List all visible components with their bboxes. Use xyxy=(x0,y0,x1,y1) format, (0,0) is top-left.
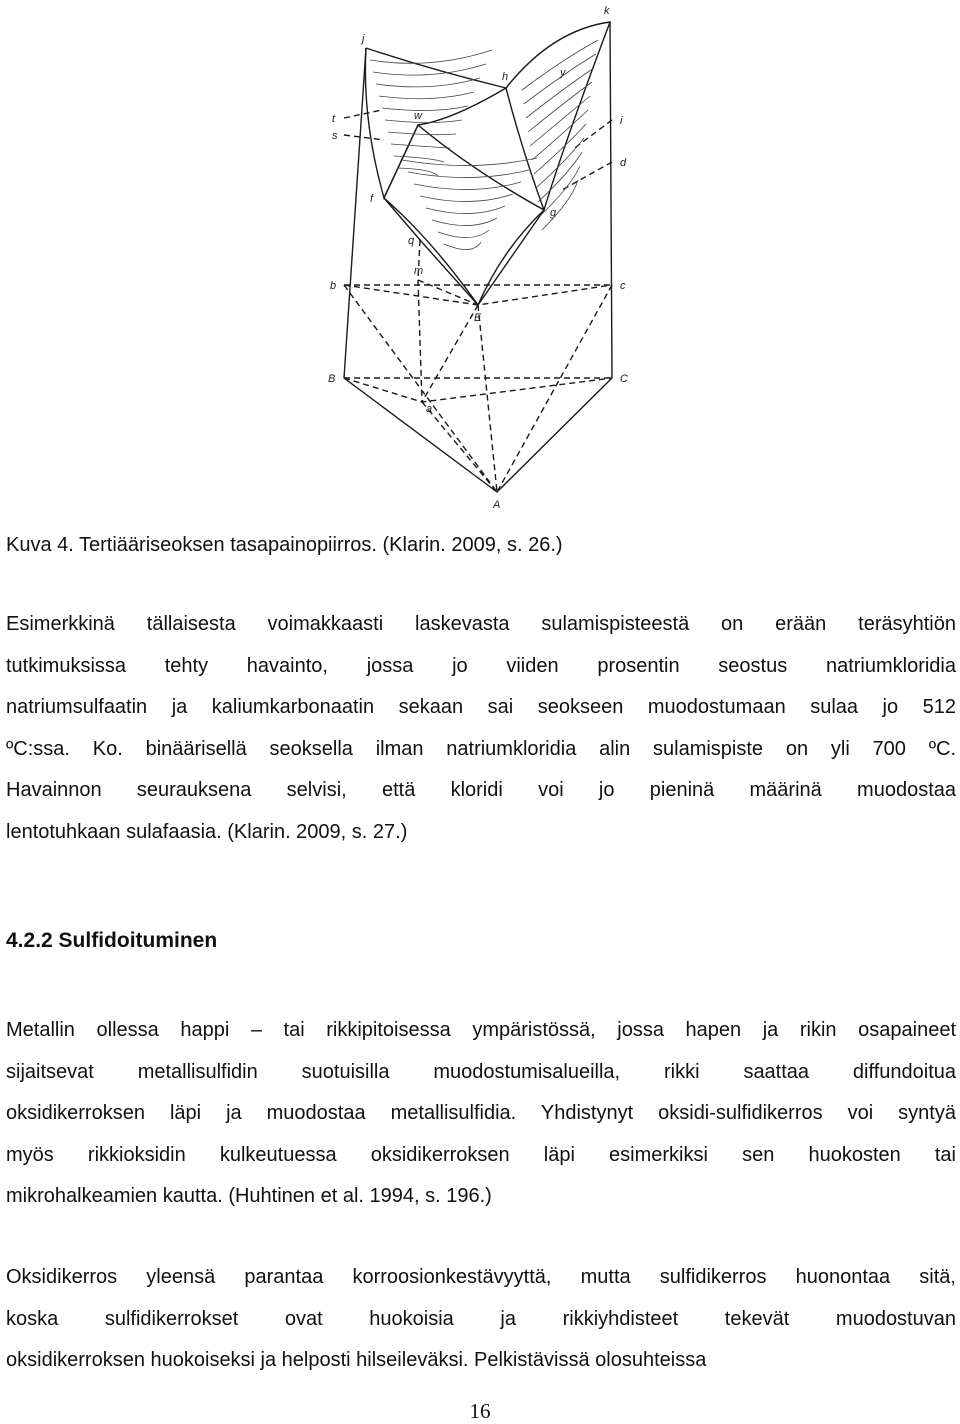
point-label-E: E xyxy=(474,312,482,324)
eutectic-lines xyxy=(344,285,612,305)
isotherm-right xyxy=(522,40,598,90)
base-projection xyxy=(344,378,612,402)
surface-front xyxy=(384,125,544,305)
point-label-k: k xyxy=(604,5,610,17)
isotherm-front xyxy=(432,218,497,226)
point-label-b: b xyxy=(330,280,337,292)
isotherm-left xyxy=(385,120,462,123)
point-label-q: q xyxy=(408,235,415,247)
isotherm-right xyxy=(542,180,578,230)
isotherm-front xyxy=(420,194,513,202)
isotherm-left xyxy=(388,132,456,135)
isotherm-left xyxy=(370,50,492,63)
paragraph-1-line: Havainnon seurauksena selvisi, että kloridi voi jo pieninä määrinä muodostaa xyxy=(6,779,956,801)
isotherm-front xyxy=(438,230,489,238)
edge-k-C xyxy=(610,22,612,378)
edge-j-B xyxy=(344,48,366,378)
paragraph-1-line: tutkimuksissa tehty havainto, jossa jo viiden prosentin seostus natriumkloridia xyxy=(6,654,956,677)
paragraph-1-line: ºC:ssa. Ko. binäärisellä seoksella ilman natriumkloridia alin sulamispiste on yli 700 ºC. xyxy=(6,737,956,760)
paragraph-2-line: sijaitsevat metallisulfidin suotuisilla muodostumisalueilla, rikki saattaa diffundoitua xyxy=(6,1060,956,1083)
ternary-phase-diagram xyxy=(322,0,642,510)
section-heading: 4.2.2 Sulfidoituminen xyxy=(6,929,218,952)
isotherm-left xyxy=(391,144,450,148)
isotherm-left xyxy=(382,106,468,111)
isotherm-right xyxy=(530,96,590,146)
boundary-g-E xyxy=(478,210,544,305)
paragraph-1-line: lentotuhkaan sulafaasia. (Klarin. 2009, s. 27.) xyxy=(6,820,408,843)
boundary-f-E xyxy=(384,198,478,305)
vertical-a-A xyxy=(422,402,497,492)
point-label-m: m xyxy=(414,265,424,277)
point-label-s: s xyxy=(332,130,338,142)
point-label-d: d xyxy=(620,157,627,169)
point-label-i: i xyxy=(620,115,623,127)
isotherm-right xyxy=(534,124,586,174)
point-label-t: t xyxy=(332,113,336,125)
isotherm-right xyxy=(528,82,592,132)
isotherm-right xyxy=(540,166,580,216)
paragraph-3-line: oksidikerroksen huokoiseksi ja helposti hilseileväksi. Pelkistävissä olosuhteissa xyxy=(6,1349,707,1371)
figure-caption: Kuva 4. Tertiääriseoksen tasapainopiirros. (Klarin. 2009, s. 26.) xyxy=(6,534,563,556)
isotherm-left xyxy=(376,78,480,87)
paragraph-1 xyxy=(6,604,956,853)
point-label-C: C xyxy=(620,373,628,385)
point-label-w: w xyxy=(414,110,422,122)
paragraph-3-line: koska sulfidikerrokset ovat huokoisia ja rikkiyhdisteet tekevät muodostuvan xyxy=(6,1307,956,1330)
paragraph-2-line: oksidikerroksen läpi ja muodostaa metallisulfidia. Yhdistynyt oksidi-sulfidikerros voi syntyä xyxy=(6,1102,956,1124)
point-label-c: c xyxy=(620,280,626,292)
point-label-y: y xyxy=(560,67,566,79)
line-E-A xyxy=(478,305,497,492)
isotherm-right xyxy=(532,110,588,160)
isotherm-right xyxy=(524,54,596,104)
paragraph-2-line: mikrohalkeamien kautta. (Huhtinen et al. 1994, s. 196.) xyxy=(6,1185,492,1207)
surface-left xyxy=(365,48,509,198)
point-label-j: j xyxy=(362,33,365,45)
point-label-A: A xyxy=(493,499,501,510)
side-lines-left xyxy=(344,110,384,140)
line-E-a xyxy=(422,305,478,402)
point-label-f: f xyxy=(370,193,374,205)
page-number: 16 xyxy=(469,1399,491,1423)
isotherm-left xyxy=(397,168,438,176)
point-label-h: h xyxy=(502,71,509,83)
paragraph-3 xyxy=(6,1257,956,1382)
point-label-B: B xyxy=(328,373,336,385)
paragraph-2-line: Metallin ollessa happi – tai rikkipitoisessa ympäristössä, jossa hapen ja rikin osapaineet xyxy=(6,1019,956,1041)
point-label-a: a xyxy=(426,403,433,415)
paragraph-1-line: Esimerkkinä tällaisesta voimakkaasti laskevasta sulamispisteestä on erään teräsyhtiön xyxy=(6,613,956,635)
paragraph-1-line: natriumsulfaatin ja kaliumkarbonaatin sekaan sai seokseen muodostumaan sulaa jo 512 xyxy=(6,696,956,718)
isotherm-left xyxy=(379,92,474,99)
isotherm-left xyxy=(373,64,486,75)
paragraph-2-line: myös rikkioksidin kulkeutuessa oksidikerroksen läpi esimerkiksi sen huokosten tai xyxy=(6,1143,956,1166)
isotherm-front xyxy=(444,242,481,250)
paragraph-3-line: Oksidikerros yleensä parantaa korroosionkestävyyttä, mutta sulfidikerros huonontaa sitä, xyxy=(6,1266,956,1288)
isotherm-front xyxy=(426,206,505,214)
point-label-g: g xyxy=(550,207,557,219)
base-front-edges xyxy=(344,378,612,492)
isotherm-front xyxy=(414,182,521,190)
paragraph-2 xyxy=(6,1010,956,1218)
